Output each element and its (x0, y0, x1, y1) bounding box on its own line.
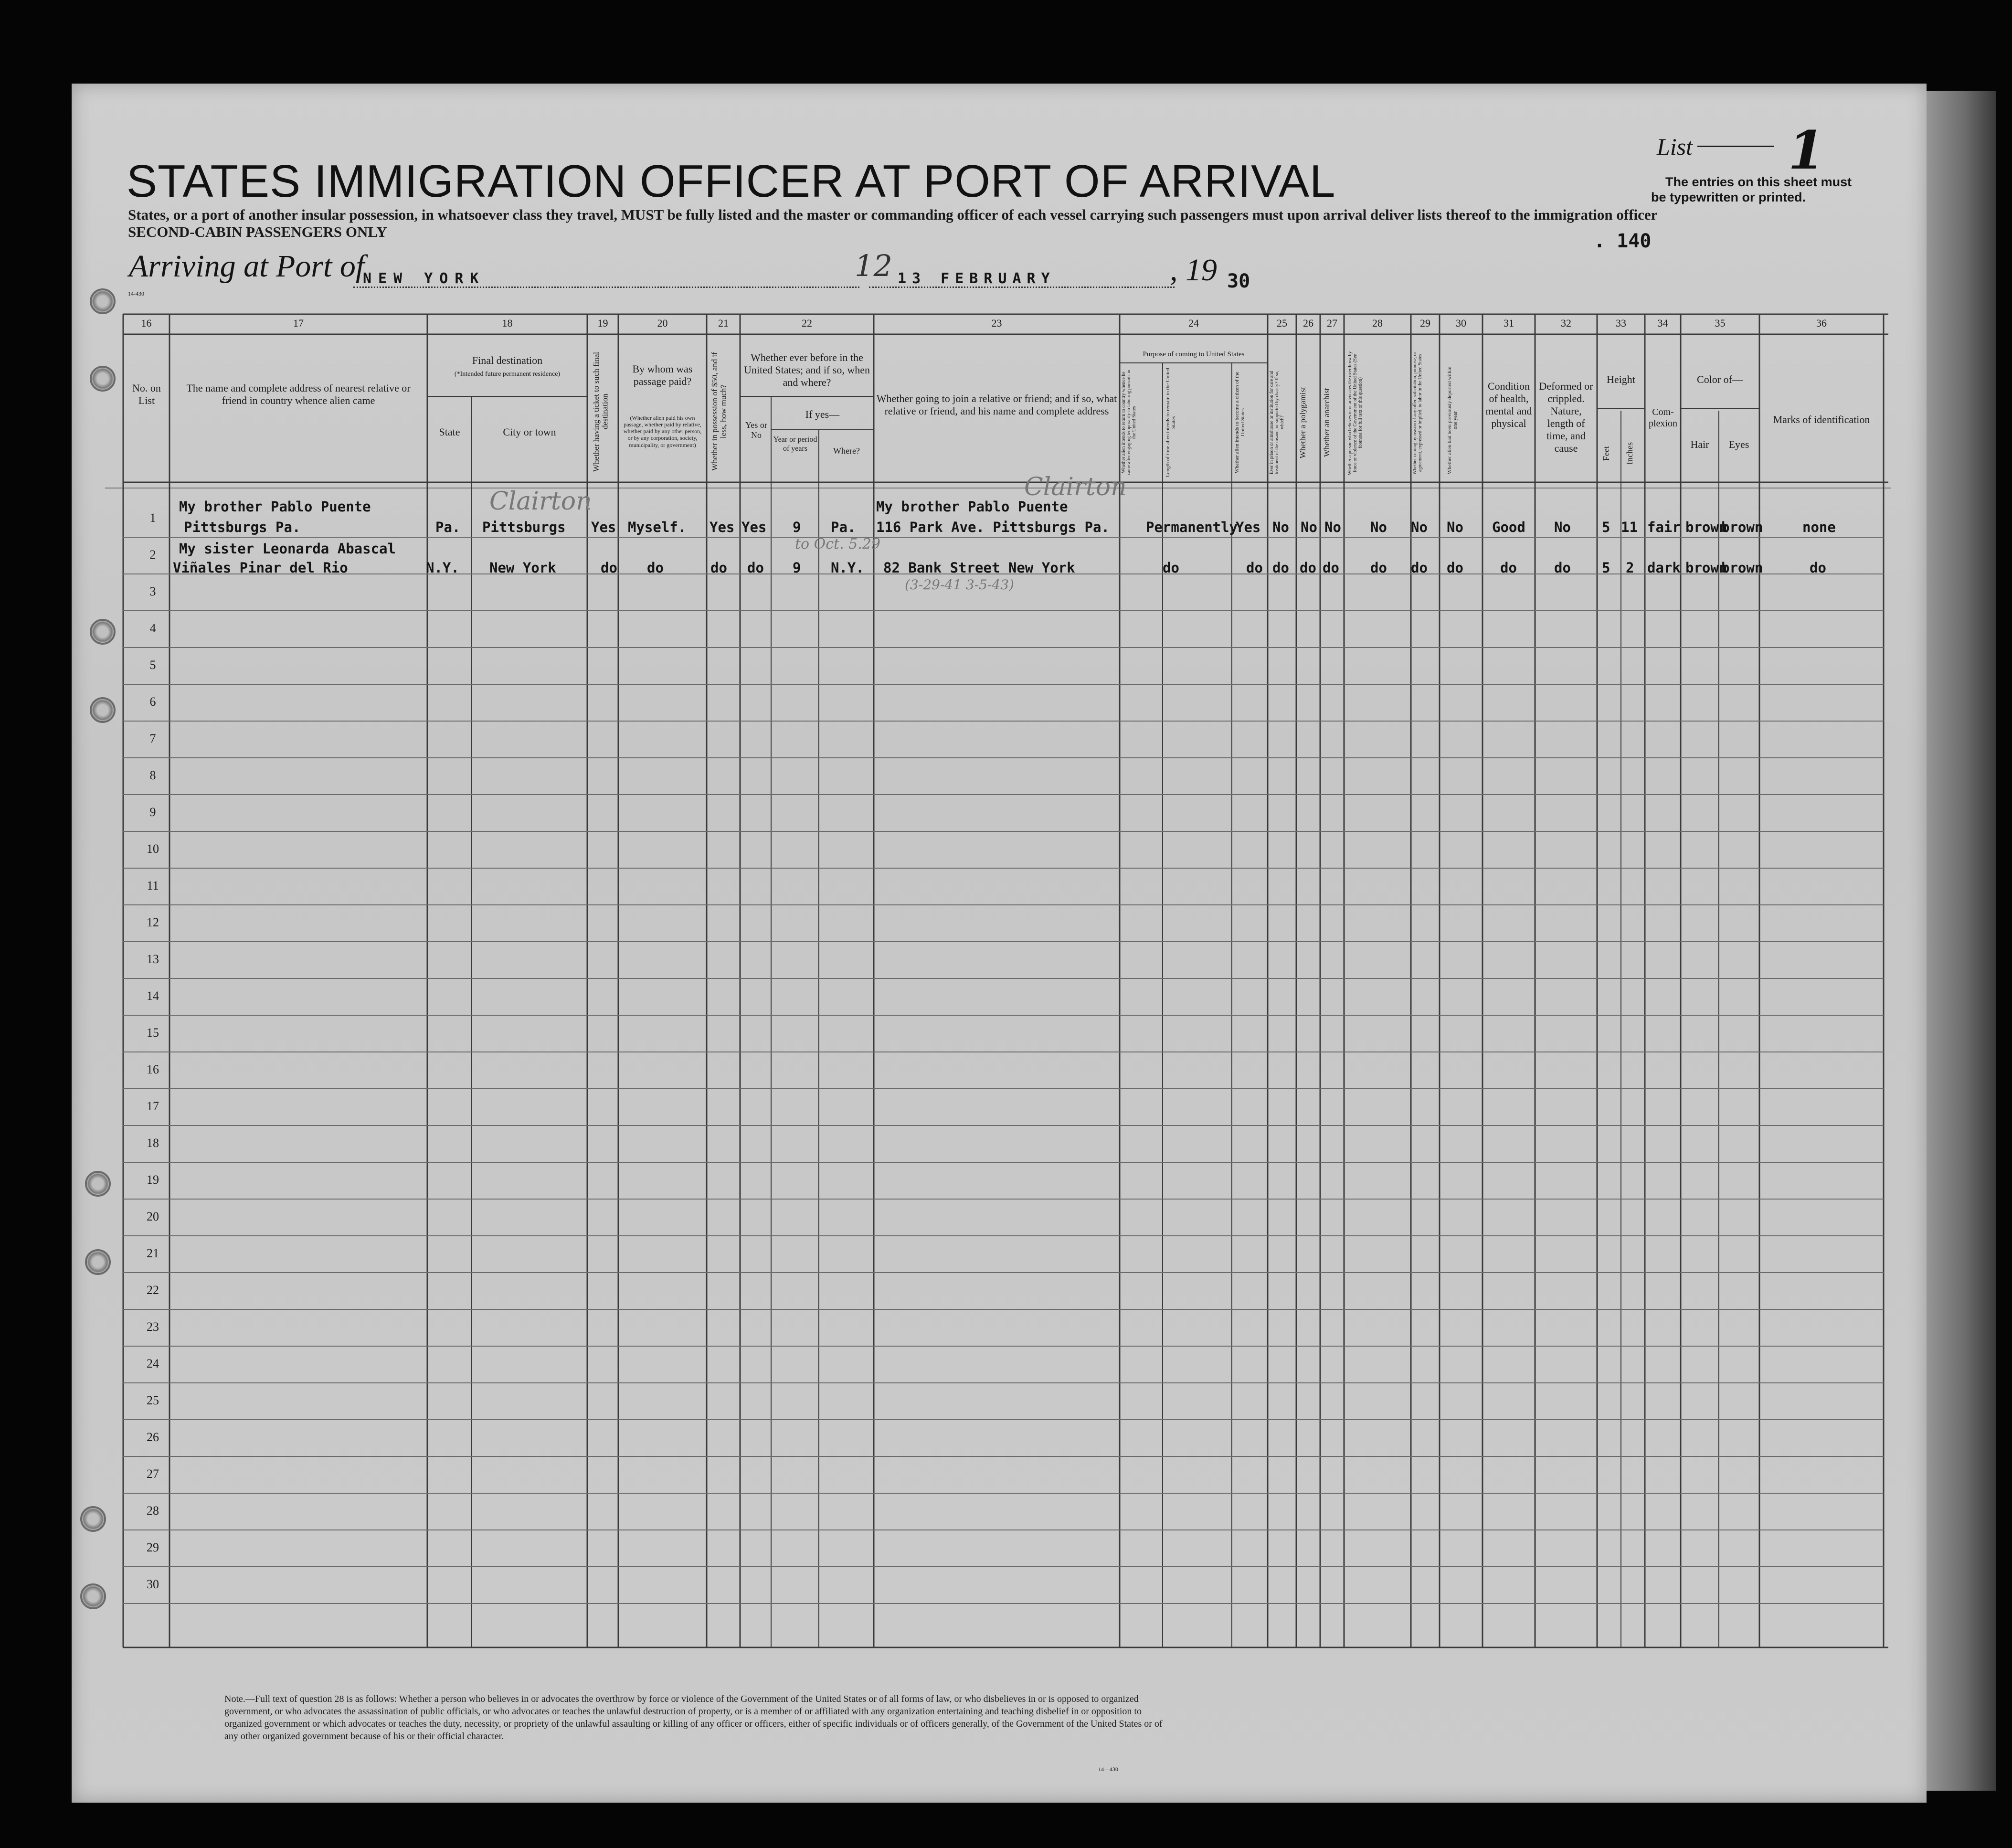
col-num: 21 (718, 317, 729, 329)
r1-inches: 11 (1621, 519, 1638, 535)
col-num: 26 (1303, 317, 1313, 329)
r2-years: 9 (793, 560, 801, 576)
r1-money: Yes (709, 519, 735, 535)
header-purpose: Purpose of coming to United States (1143, 350, 1245, 358)
row-number: 28 (147, 1504, 159, 1518)
r2-purpose: do (1163, 560, 1179, 576)
header-deformed: Deformed or crippled. Nature, length of time, and cause (1539, 380, 1593, 454)
row-number: 10 (147, 842, 159, 856)
r1-polygamist: No (1301, 519, 1317, 535)
r1-where: Pa. (831, 519, 856, 535)
header-inches: Inches (1625, 442, 1634, 465)
row-number: 18 (147, 1136, 159, 1150)
row-number: 8 (149, 768, 156, 782)
r2-q30: do (1447, 560, 1463, 576)
r2-paid-by: do (647, 560, 664, 576)
r1-health: Good (1492, 519, 1525, 535)
header-passage-paid-note: (Whether alien paid his own passage, whether paid by relative, whether paid by any other person, or by any corporation, society, municipality, or government) (623, 414, 702, 448)
header-eyes: Eyes (1728, 438, 1749, 450)
header-second-cabin: SECOND-CABIN PASSENGERS ONLY (128, 223, 387, 240)
arriving-label: Arriving at Port of (129, 249, 365, 284)
r1-eyes: brown (1721, 519, 1763, 535)
header-final-destination: Final destination (472, 354, 543, 366)
header-no-on-list: No. on List (132, 382, 161, 406)
col-num: 27 (1327, 317, 1337, 329)
row-number: 29 (147, 1540, 159, 1554)
col-num: 24 (1188, 317, 1199, 329)
r2-complexion: dark (1647, 560, 1681, 576)
header-final-destination-note: (*Intended future permanent residence) (454, 371, 561, 378)
r2-state: N.Y. (426, 560, 459, 576)
r1-complexion: fair (1647, 519, 1681, 535)
row-number: 25 (147, 1393, 159, 1407)
header-anarchist: Whether an anarchist (1322, 388, 1331, 457)
col-num: 34 (1657, 317, 1668, 329)
row-number: 15 (147, 1026, 159, 1040)
header-yes-no: Yes or No (745, 420, 767, 440)
r1-state: Pa. (435, 519, 461, 535)
form-code: 14-430 (128, 290, 144, 297)
year-suffix: 30 (1227, 270, 1250, 292)
header-prison: Ever in prison or almshouse or institution for care and treatment of the insane, or supported by charity? If so, which? (1269, 371, 1285, 475)
r1-anarchist: No (1324, 519, 1341, 535)
row-number: 17 (147, 1099, 159, 1113)
row-number: 19 (147, 1173, 159, 1187)
header-labor-offer: Whether coming by reason of any offer, solicitation, promise, or agreement, expressed or implied, to labor in the United States (1412, 351, 1423, 475)
row-number: 21 (147, 1246, 159, 1260)
header-height: Height (1607, 373, 1635, 385)
header-purpose-citizen: Whether alien intends to become a citizen of the United States (1234, 372, 1246, 474)
col-num: 23 (991, 317, 1002, 329)
header-join-relative: Whether going to join a relative or friend; and if so, what relative or friend, and his name and complete address (876, 393, 1117, 417)
header-color: Color of— (1697, 373, 1743, 385)
row-number: 1 (149, 511, 156, 525)
r1-q30: No (1447, 519, 1463, 535)
header-money: Whether in possession of $50, and if less, how much? (710, 352, 728, 471)
header-polygamist: Whether a polygamist (1298, 386, 1307, 459)
col-num: 29 (1420, 317, 1430, 329)
r1-relative-a: My brother Pablo Puente (179, 499, 371, 515)
header-years: Year or period of years (773, 435, 817, 453)
row-number: 4 (149, 621, 156, 635)
row-number: 23 (147, 1320, 159, 1334)
header-purpose-return: Whether alien intends to return to country whence he came after engaging temporarily in laboring pursuits in the United States (1121, 370, 1137, 476)
header-marks: Marks of identification (1773, 414, 1870, 425)
r1-marks: none (1802, 519, 1836, 535)
col-num: 32 (1561, 317, 1571, 329)
col-num: 31 (1504, 317, 1514, 329)
r1-city: Pittsburgs (482, 519, 566, 535)
r1-join-handwritten: Clairton (1024, 473, 1127, 501)
header-feet: Feet (1601, 446, 1611, 461)
date-handwritten: 12 (855, 248, 892, 283)
row-number: 13 (147, 952, 159, 966)
col-num: 19 (597, 317, 608, 329)
col-num: 20 (657, 317, 668, 329)
r1-years: 9 (793, 519, 801, 535)
col-num: 18 (502, 317, 513, 329)
r1-paid-by: Myself. (628, 519, 687, 535)
r2-hair: brown (1685, 560, 1727, 576)
row-number: 12 (147, 915, 159, 929)
r2-inches: 2 (1626, 560, 1634, 576)
r2-marks: do (1810, 560, 1826, 576)
col-num: 36 (1816, 317, 1827, 329)
sheet-number: . 140 (1594, 230, 1652, 252)
col-num: 22 (802, 317, 812, 329)
r2-before: do (747, 560, 764, 576)
r1-before: Yes (741, 519, 767, 535)
row-number: 20 (147, 1210, 159, 1223)
row-number: 2 (149, 548, 156, 562)
r2-health: do (1500, 560, 1517, 576)
col-num: 25 (1277, 317, 1287, 329)
r1-ticket: Yes (591, 519, 616, 535)
r1-relative-b: Pittsburgs Pa. (184, 519, 301, 535)
col-num: 35 (1715, 317, 1726, 329)
r2-eyes: brown (1721, 560, 1763, 576)
entries-note-2: be typewritten or printed. (1651, 190, 1806, 204)
r2-polygamist: do (1300, 560, 1316, 576)
r2-q28: do (1370, 560, 1387, 576)
header-deported: Whether alien had been previously deported within one year (1447, 366, 1459, 474)
row-number: 22 (147, 1283, 159, 1297)
r2-feet: 5 (1602, 560, 1610, 576)
list-number: 1 (1788, 119, 1825, 181)
header-if-yes: If yes— (805, 408, 840, 420)
header-ever-before: Whether ever before in the United States; and if so, when and where? (744, 351, 870, 388)
header-instructions: States, or a port of another insular possession, in whatsoever class they travel, MUST be fully listed and the master or commanding officer of each vessel carrying such passengers must upon arrival deliver lists thereof to the immigration officer (128, 206, 1658, 223)
arrival-date: 13 FEBRUARY (898, 270, 1056, 287)
row-number: 11 (147, 879, 159, 892)
r2-q29: do (1411, 560, 1428, 576)
row-number: 3 (149, 584, 156, 598)
r2-join-handwritten: (3-29-41 3-5-43) (905, 577, 1014, 593)
col-num: 33 (1616, 317, 1626, 329)
col-num: 16 (141, 317, 152, 329)
header-purpose-length: Length of time alien intends to remain in the United States (1165, 368, 1177, 478)
r1-purpose: Permanently (1146, 519, 1238, 535)
page-title: STATES IMMIGRATION OFFICER AT PORT OF ARRIVAL (127, 156, 1336, 207)
question-28-footnote: Note.—Full text of question 28 is as follows: Whether a person who believes in or advocates the overthrow by force or violence of the Government of the United States or of all forms of law, or who disbelieves in or is opposed to organized government, or who advocates the assassination of public officials, or who advocates or teaches the unlawful destruction of property, or is a member of or affiliated with any organization entertaining and teaching disbelief in or opposition to organized government or which advocates or teaches the duty, necessity, or propriety of the unlawful assaulting or killing of any officer or officers, either of specific individuals or of officers generally, of the Government of the United States or of any other organized government because of his or their official character. (224, 1694, 1163, 1742)
header-complexion: Com-plexion (1649, 407, 1677, 429)
row-number: 9 (149, 805, 156, 819)
header-hair: Hair (1690, 438, 1709, 450)
r2-relative-b: Viñales Pinar del Rio (173, 560, 348, 576)
row-number: 30 (147, 1577, 159, 1591)
row-number: 27 (147, 1467, 159, 1481)
list-label: List (1657, 133, 1693, 160)
col-num: 30 (1456, 317, 1466, 329)
header-where: Where? (833, 446, 860, 456)
r2-deformed: do (1554, 560, 1571, 576)
r2-relative-a: My sister Leonarda Abascal (179, 541, 396, 557)
r1-feet: 5 (1602, 519, 1610, 535)
header-ticket: Whether having a ticket to such final destination (592, 351, 610, 472)
port-name: NEW YORK (363, 270, 486, 287)
r1-join-b: 116 Park Ave. Pittsburgs Pa. (876, 519, 1110, 535)
row-number: 26 (147, 1430, 159, 1444)
r2-money: do (710, 560, 727, 576)
row-number: 24 (147, 1357, 159, 1370)
r1-q28: No (1370, 519, 1387, 535)
col-num: 17 (293, 317, 304, 329)
r2-join: 82 Bank Street New York (883, 560, 1075, 576)
header-nearest-relative: The name and complete address of nearest relative or friend in country whence alien came (186, 382, 411, 406)
footer-form-code: 14—430 (1098, 1766, 1118, 1773)
r2-anarchist: do (1323, 560, 1339, 576)
r1-hair: brown (1685, 519, 1727, 535)
r1-q29: No (1411, 519, 1428, 535)
row-number: 5 (149, 658, 156, 672)
r1-join-a: My brother Pablo Puente (876, 499, 1068, 515)
row-number: 16 (147, 1062, 159, 1076)
r2-ticket: do (601, 560, 617, 576)
r2-citizen: do (1246, 560, 1263, 576)
header-health: Condition of health, mental and physical (1485, 380, 1532, 429)
col-num: 28 (1372, 317, 1383, 329)
r1-prison: No (1272, 519, 1289, 535)
entries-note-1: The entries on this sheet must (1665, 175, 1852, 189)
r2-where-handwritten: to Oct. 5.29 (795, 536, 880, 552)
r1-city-handwritten: Clairton (489, 487, 592, 516)
row-number: 14 (147, 989, 159, 1003)
header-overthrow: Whether a person who believes in or advocates the overthrow by force or violence of the Government of the United States (See footnote for full text of this question) (1347, 351, 1363, 475)
header-state: State (439, 426, 460, 438)
r2-city: New York (489, 560, 556, 576)
r1-citizen: Yes (1236, 519, 1261, 535)
r1-deformed: No (1554, 519, 1571, 535)
header-passage-paid: By whom was passage paid? (632, 363, 693, 387)
year-prefix: , 19 (1170, 253, 1217, 287)
row-number: 6 (149, 695, 156, 709)
r2-where: N.Y. (831, 560, 864, 576)
header-city: City or town (503, 426, 556, 438)
row-number: 7 (149, 732, 156, 745)
r2-prison: do (1272, 560, 1289, 576)
